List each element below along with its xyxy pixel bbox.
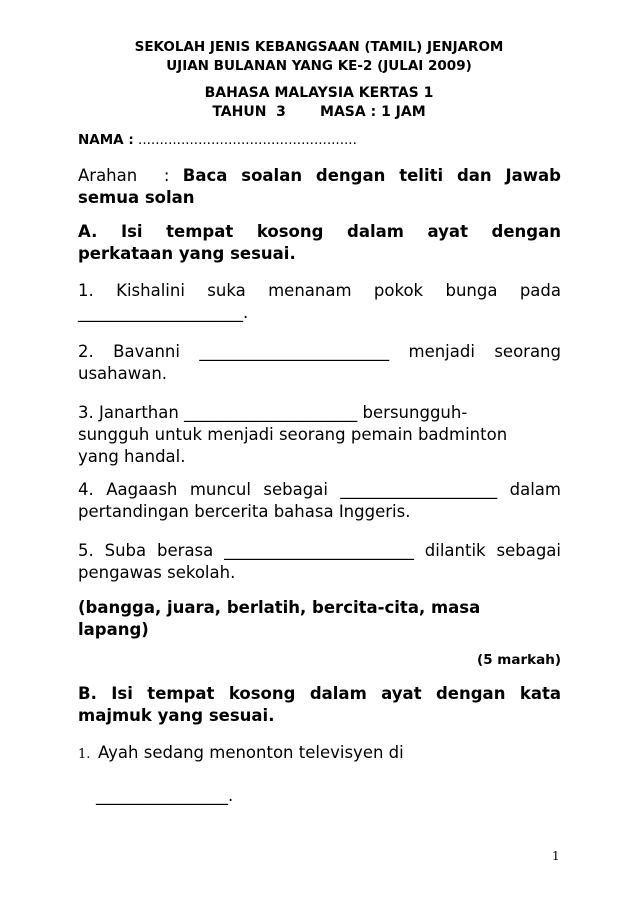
question-b1-number: 1.	[78, 747, 91, 762]
section-a-title-line-2: perkataan yang sesuai.	[78, 244, 296, 263]
instructions-text-1: Baca soalan dengan teliti dan Jawab	[182, 166, 561, 185]
instructions-text-2: semua solan	[78, 188, 195, 207]
question-b1-blank: ________________.	[96, 786, 234, 805]
paper-title: BAHASA MALAYSIA KERTAS 1	[204, 85, 434, 101]
section-a-title-line-1: A. Isi tempat kosong dalam ayat dengan	[78, 222, 561, 241]
section-a-marks: (5 markah)	[477, 652, 561, 668]
question-a1-line-1: 1. Kishalini suka menanam pokok bunga pada	[78, 281, 561, 300]
name-dots: ...................................................	[133, 132, 357, 148]
instructions-label: Arahan :	[78, 166, 183, 185]
question-a3-line-3: yang handal.	[78, 447, 186, 466]
question-a5-line-2: pengawas sekolah.	[78, 563, 236, 582]
word-bank	[78, 597, 561, 641]
header-top	[0, 38, 638, 76]
word-bank-line-2: lapang)	[78, 620, 149, 639]
section-b-title	[78, 683, 561, 727]
question-a1-blank: ____________________.	[78, 303, 249, 322]
header-paper	[0, 84, 638, 122]
section-b-title-line-2: majmuk yang sesuai.	[78, 706, 275, 725]
exam-title: UJIAN BULANAN YANG KE-2 (JULAI 2009)	[166, 58, 472, 74]
question-a2-line-2: usahawan.	[78, 364, 168, 383]
question-b1-text: Ayah sedang menonton televisyen di	[98, 743, 404, 762]
name-line	[78, 131, 561, 149]
question-a2-line-1: 2. Bavanni _______________________ menjadi seorang	[78, 342, 561, 361]
word-bank-line-1: (bangga, juara, berlatih, bercita-cita, masa	[78, 598, 481, 617]
instructions-line-1	[78, 165, 561, 187]
question-b1	[78, 742, 561, 766]
school-name: SEKOLAH JENIS KEBANGSAAN (TAMIL) JENJAROM	[134, 39, 504, 55]
question-a3	[78, 402, 548, 468]
question-a4	[78, 479, 561, 523]
year-and-time: TAHUN 3 MASA : 1 JAM	[212, 104, 426, 120]
name-label: NAMA :	[78, 132, 134, 148]
section-a-title	[78, 221, 561, 265]
question-a2	[78, 341, 561, 385]
question-a3-line-2: sungguh untuk menjadi seorang pemain badminton	[78, 425, 508, 444]
question-a4-line-2: pertandingan bercerita bahasa Inggeris.	[78, 502, 411, 521]
page-number: 1	[552, 849, 560, 863]
question-a4-line-1: 4. Aagaash muncul sebagai ___________________ dalam	[78, 480, 561, 499]
question-a3-line-1: 3. Janarthan _____________________ bersungguh-	[78, 403, 468, 422]
instructions	[78, 165, 561, 209]
question-a1	[78, 280, 561, 324]
question-a5	[78, 540, 561, 584]
section-b-title-line-1: B. Isi tempat kosong dalam ayat dengan kata	[78, 684, 561, 703]
instructions-line-2	[78, 187, 561, 209]
question-a5-line-1: 5. Suba berasa _______________________ dilantik sebagai	[78, 541, 561, 560]
